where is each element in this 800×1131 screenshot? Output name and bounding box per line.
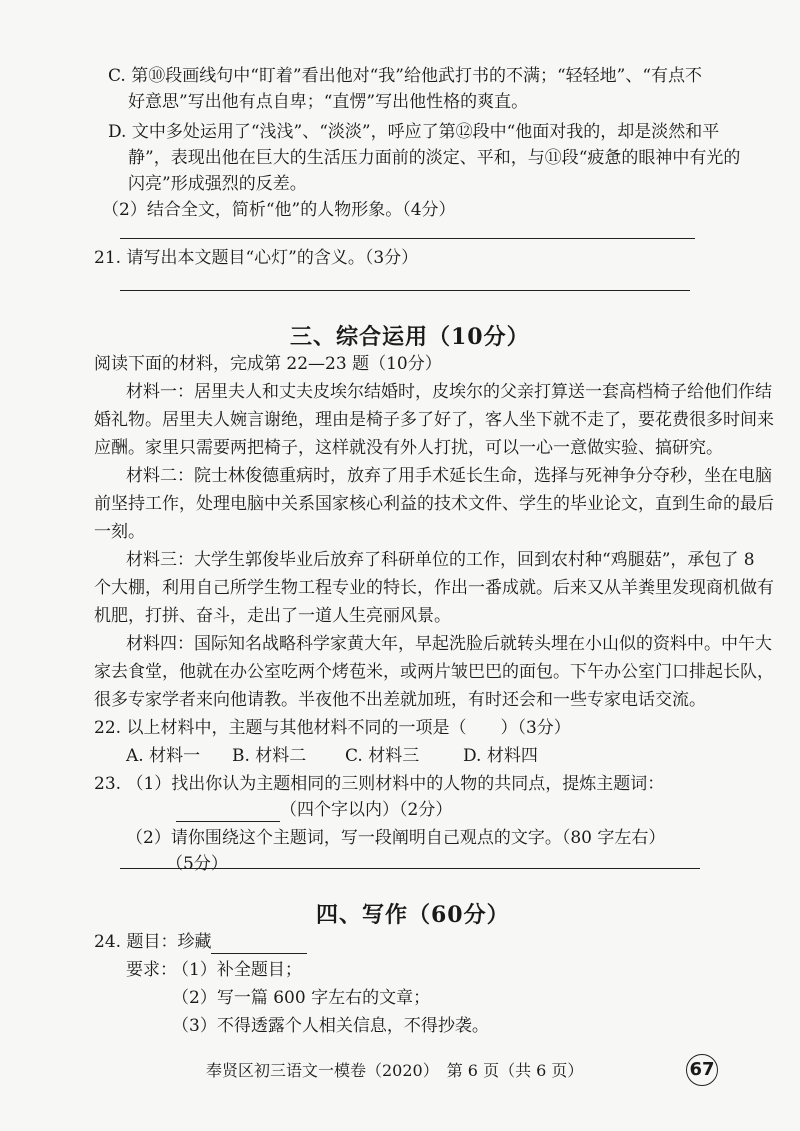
option-c-line2: 好意思”写出他有点自卑；“直愣”写出他性格的爽直。 — [128, 92, 529, 112]
question-23-2-score: （5分） — [166, 854, 228, 874]
material2-line1: 材料二：院士林俊德重病时，放弃了用手术延长生命，选择与死神争分夺秒，坐在电脑 — [126, 466, 772, 486]
q22-option-b: B. 材料二 — [232, 746, 307, 766]
section4-title: 四、写作（60分） — [316, 902, 510, 928]
q20-sub2: （2）结合全文，简析“他”的人物形象。（4分） — [102, 200, 456, 220]
answer-line-q21 — [120, 290, 690, 291]
material1-line1: 材料一：居里夫人和丈夫皮埃尔结婚时，皮埃尔的父亲打算送一套高档椅子给他们作结 — [126, 382, 772, 402]
requirement-3: （3）不得透露个人相关信息，不得抄袭。 — [172, 1016, 489, 1036]
page-number-mark: 67 — [686, 1054, 718, 1086]
material1-line3: 应酬。家里只需要两把椅子，这样就没有外人打扰，可以一心一意做实验、搞研究。 — [94, 438, 723, 458]
requirements-label: 要求： — [126, 960, 177, 980]
question-22: 22. 以上材料中，主题与其他材料不同的一项是（ ）（3分） — [94, 718, 571, 738]
material2-line3: 一刻。 — [94, 522, 145, 542]
material2-line2: 前坚持工作，处理电脑中关系国家核心利益的技术文件、学生的毕业论文，直到生命的最后 — [94, 494, 774, 514]
requirement-2: （2）写一篇 600 字左右的文章； — [172, 988, 431, 1008]
requirement-1: （1）补全题目； — [172, 960, 302, 980]
material3-line2: 个大棚，利用自己所学生物工程专业的特长，作出一番成就。后来又从羊粪里发现商机做有 — [94, 578, 774, 598]
q22-option-a: A. 材料一 — [126, 746, 201, 766]
q23-1-limit: （四个字以内）（2分） — [280, 800, 453, 820]
material4-line3: 很多专家学者来向他请教。半夜他不出差就加班，有时还会和一些专家电话交流。 — [94, 690, 706, 710]
q22-option-c: C. 材料三 — [345, 746, 420, 766]
question-24-row — [94, 930, 307, 954]
answer-line-q23 — [120, 868, 700, 869]
title-blank[interactable] — [211, 935, 307, 954]
material3-line1: 材料三：大学生郭俊毕业后放弃了科研单位的工作，回到农村种“鸡腿菇”，承包了 8 — [126, 550, 755, 570]
section3-title: 三、综合运用（10分） — [290, 324, 530, 350]
question-21: 21. 请写出本文题目“心灯”的含义。（3分） — [94, 248, 419, 268]
q23-1-answer-row — [176, 798, 452, 822]
page-footer: 奉贤区初三语文一模卷（2020） 第 6 页（共 6 页） — [206, 1061, 584, 1080]
option-d-line1: D. 文中多处运用了“浅浅”、“淡淡”，呼应了第⑫段中“他面对我的，却是淡然和平 — [108, 122, 720, 142]
material4-line2: 家去食堂，他就在办公室吃两个烤苞米，或两片皱巴巴的面包。下午办公室门口排起长队， — [94, 662, 774, 682]
answer-line-q20 — [120, 238, 695, 239]
option-d-line3: 闪亮”形成强烈的反差。 — [128, 174, 307, 194]
question-23-2: （2）请你围绕这个主题词，写一段阐明自己观点的文字。（80 字左右） — [126, 828, 666, 848]
question-24: 24. 题目：珍藏 — [94, 932, 212, 952]
question-23-1: 23. （1）找出你认为主题相同的三则材料中的人物的共同点，提炼主题词： — [94, 774, 665, 794]
material1-line2: 婚礼物。居里夫人婉言谢绝，理由是椅子多了好了，客人坐下就不走了，要花费很多时间来 — [94, 410, 774, 430]
material3-line3: 机肥，打拼、奋斗，走出了一道人生亮丽风景。 — [94, 606, 451, 626]
option-d-line2: 静”，表现出他在巨大的生活压力面前的淡定、平和，与⑪段“疲惫的眼神中有光的 — [128, 148, 741, 168]
option-c-line1: C. 第⑩段画线句中“盯着”看出他对“我”给他武打书的不满；“轻轻地”、“有点不 — [108, 66, 703, 86]
material4-line1: 材料四：国际知名战略科学家黄大年，早起洗脸后就转头埋在小山似的资料中。中午大 — [126, 634, 772, 654]
section3-intro: 阅读下面的材料，完成第 22—23 题（10分） — [94, 354, 442, 374]
q22-option-d: D. 材料四 — [463, 746, 538, 766]
keyword-blank[interactable] — [176, 803, 280, 822]
